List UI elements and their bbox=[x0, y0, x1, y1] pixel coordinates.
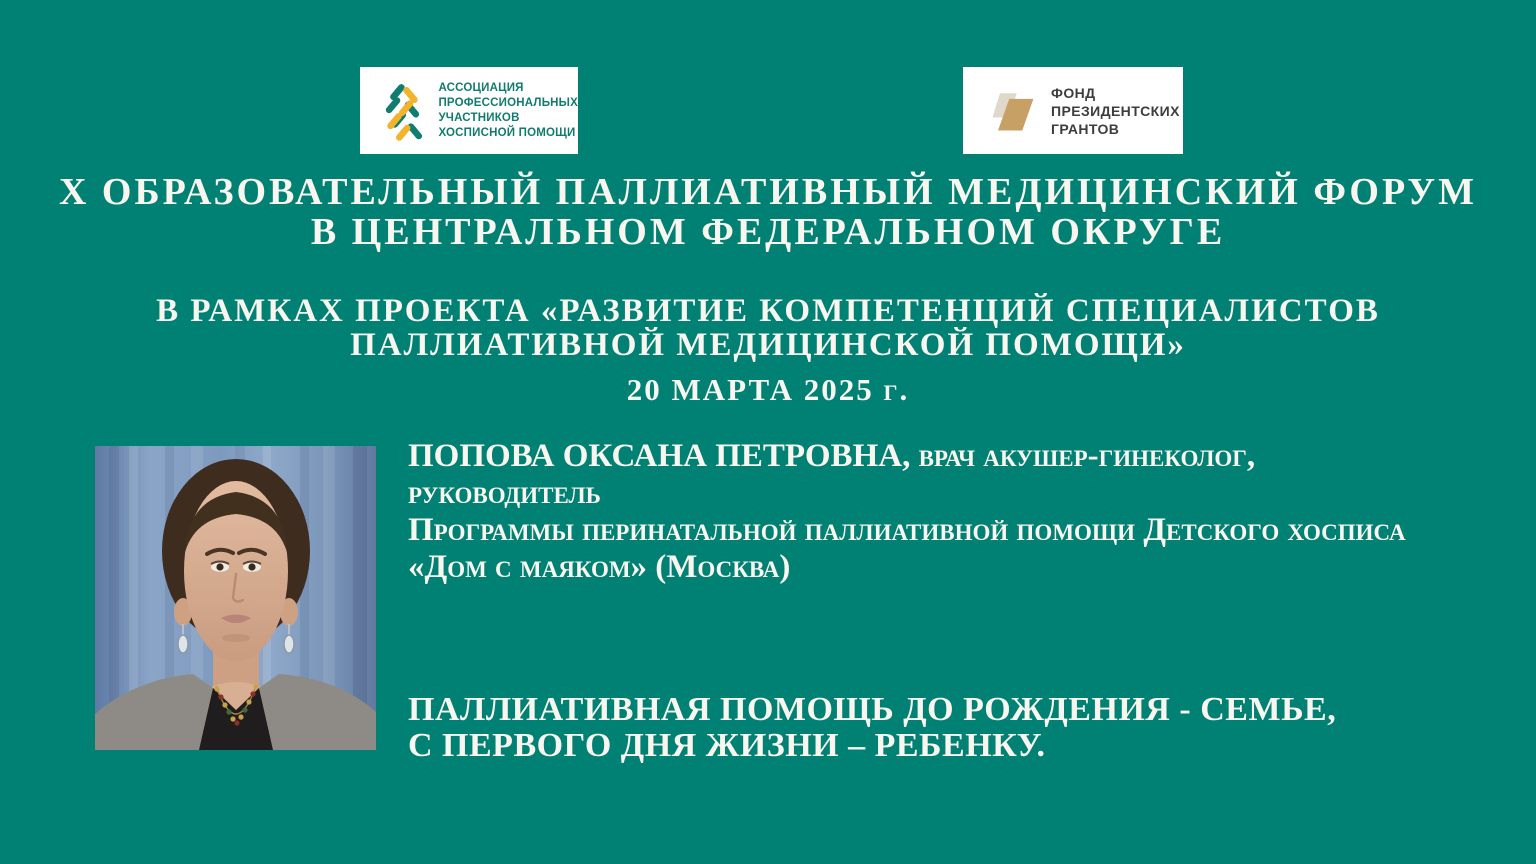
event-date: 20 МАРТА 2025 г. bbox=[626, 372, 910, 407]
speaker-role-part1: врач акушер-гинеколог, руководитель bbox=[408, 438, 1256, 511]
association-logo-line: УЧАСТНИКОВ bbox=[438, 111, 520, 124]
association-logo-text bbox=[438, 81, 578, 141]
association-logo-line: ПРОФЕССИОНАЛЬНЫХ bbox=[438, 96, 578, 109]
grants-fund-logo-line: ПРЕЗИДЕНТСКИХ bbox=[1051, 102, 1180, 119]
association-logo-line: АССОЦИАЦИЯ bbox=[438, 81, 524, 94]
forum-title-line2: В ЦЕНТРАЛЬНОМ ФЕДЕРАЛЬНОМ ОКРУГЕ bbox=[310, 211, 1226, 253]
talk-title bbox=[408, 692, 1408, 764]
association-logo bbox=[360, 67, 578, 154]
forum-title-line1: X ОБРАЗОВАТЕЛЬНЫЙ ПАЛЛИАТИВНЫЙ МЕДИЦИНСКИЙ ФОРУМ bbox=[58, 171, 1478, 213]
forum-title bbox=[0, 172, 1536, 252]
grants-fund-logo-line: ГРАНТОВ bbox=[1051, 120, 1120, 137]
talk-title-line2: С ПЕРВОГО ДНЯ ЖИЗНИ – РЕБЕНКУ. bbox=[408, 727, 1046, 764]
grants-fund-parallelogram-icon bbox=[985, 86, 1039, 136]
grants-fund-logo bbox=[963, 67, 1183, 154]
speaker-role-part3: «Дом с маяком» (Москва) bbox=[408, 549, 791, 585]
speaker-photo bbox=[95, 446, 376, 750]
project-subtitle bbox=[0, 294, 1536, 362]
grants-fund-logo-text bbox=[1051, 84, 1180, 138]
speaker-portrait-image bbox=[95, 446, 376, 750]
talk-title-line1: ПАЛЛИАТИВНАЯ ПОМОЩЬ ДО РОЖДЕНИЯ - СЕМЬЕ, bbox=[408, 691, 1337, 728]
project-subtitle-line1: В РАМКАХ ПРОЕКТА «РАЗВИТИЕ КОМПЕТЕНЦИЙ СПЕЦИАЛИСТОВ bbox=[156, 293, 1380, 329]
speaker-line1 bbox=[408, 438, 1418, 512]
grants-fund-logo-line: ФОНД bbox=[1051, 84, 1096, 101]
project-subtitle-line2: ПАЛЛИАТИВНОЙ МЕДИЦИНСКОЙ ПОМОЩИ» bbox=[350, 327, 1186, 363]
speaker-role-part2: Программы перинатальной паллиативной помощи Детского хосписа bbox=[408, 512, 1406, 548]
association-logo-line: ХОСПИСНОЙ ПОМОЩИ bbox=[438, 126, 576, 139]
speaker-name: ПОПОВА ОКСАНА ПЕТРОВНА, bbox=[408, 438, 911, 474]
association-leaf-icon bbox=[380, 72, 426, 150]
speaker-info bbox=[408, 438, 1418, 586]
